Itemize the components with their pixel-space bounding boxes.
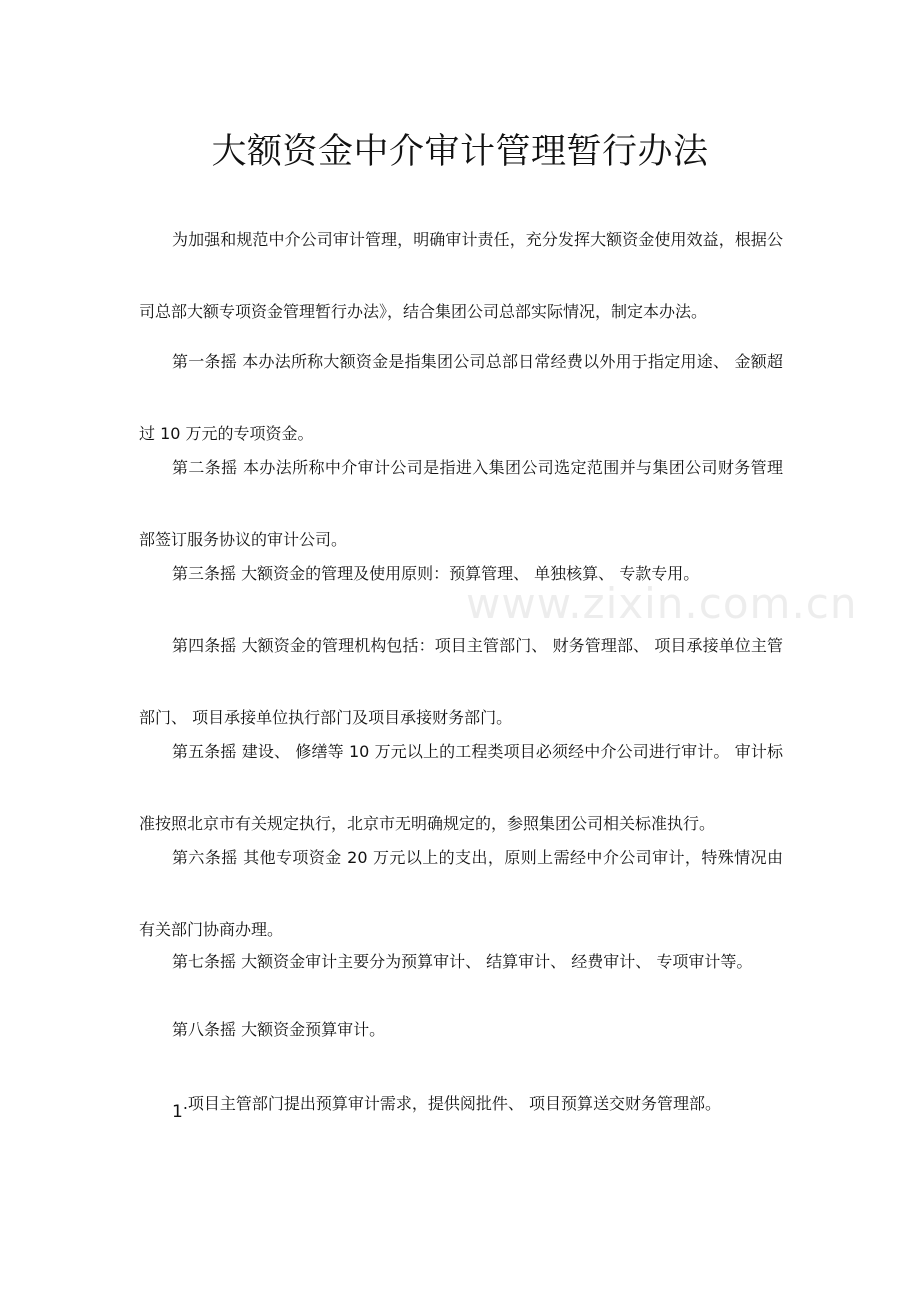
document-title: 大额资金中介审计管理暂行办法 bbox=[211, 132, 709, 172]
article-5-paragraph: 第五条摇 建设、 修缮等 10 万元以上的工程类项目必须经中介公司进行审计。 审计标准按照北京市有关规定执行，北京市无明确规定的，参照集团公司相关标准执行。 bbox=[139, 742, 783, 833]
watermark: www.zixin.com.cn bbox=[466, 579, 858, 628]
preamble-paragraph: 为加强和规范中介公司审计管理，明确审计责任，充分发挥大额资金使用效益，根据公司总部大额专项资金管理暂行办法》，结合集团公司总部实际情况，制定本办法。 bbox=[139, 230, 783, 321]
list-item-number: 1 bbox=[172, 1102, 183, 1122]
article-6-paragraph: 第六条摇 其他专项资金 20 万元以上的支出，原则上需经中介公司审计，特殊情况由有关部门协商办理。 bbox=[139, 848, 783, 939]
article-8-paragraph: 第八条摇 大额资金预算审计。 bbox=[172, 1020, 386, 1039]
article-2-paragraph: 第二条摇 本办法所称中介审计公司是指进入集团公司选定范围并与集团公司财务管理部签订服务协议的审计公司。 bbox=[139, 458, 783, 549]
article-7-paragraph: 第七条摇 大额资金审计主要分为预算审计、 结算审计、 经费审计、 专项审计等。 bbox=[172, 952, 753, 971]
article-1-paragraph: 第一条摇 本办法所称大额资金是指集团公司总部日常经费以外用于指定用途、 金额超过 10 万元的专项资金。 bbox=[139, 352, 783, 443]
article-3-paragraph: 第三条摇 大额资金的管理及使用原则：预算管理、 单独核算、 专款专用。 bbox=[172, 564, 700, 583]
list-item bbox=[172, 1088, 721, 1120]
list-item-text: .项目主管部门提出预算审计需求，提供阅批件、 项目预算送交财务管理部。 bbox=[182, 1094, 722, 1113]
article-4-paragraph: 第四条摇 大额资金的管理机构包括：项目主管部门、 财务管理部、 项目承接单位主管部门、 项目承接单位执行部门及项目承接财务部门。 bbox=[139, 636, 783, 727]
